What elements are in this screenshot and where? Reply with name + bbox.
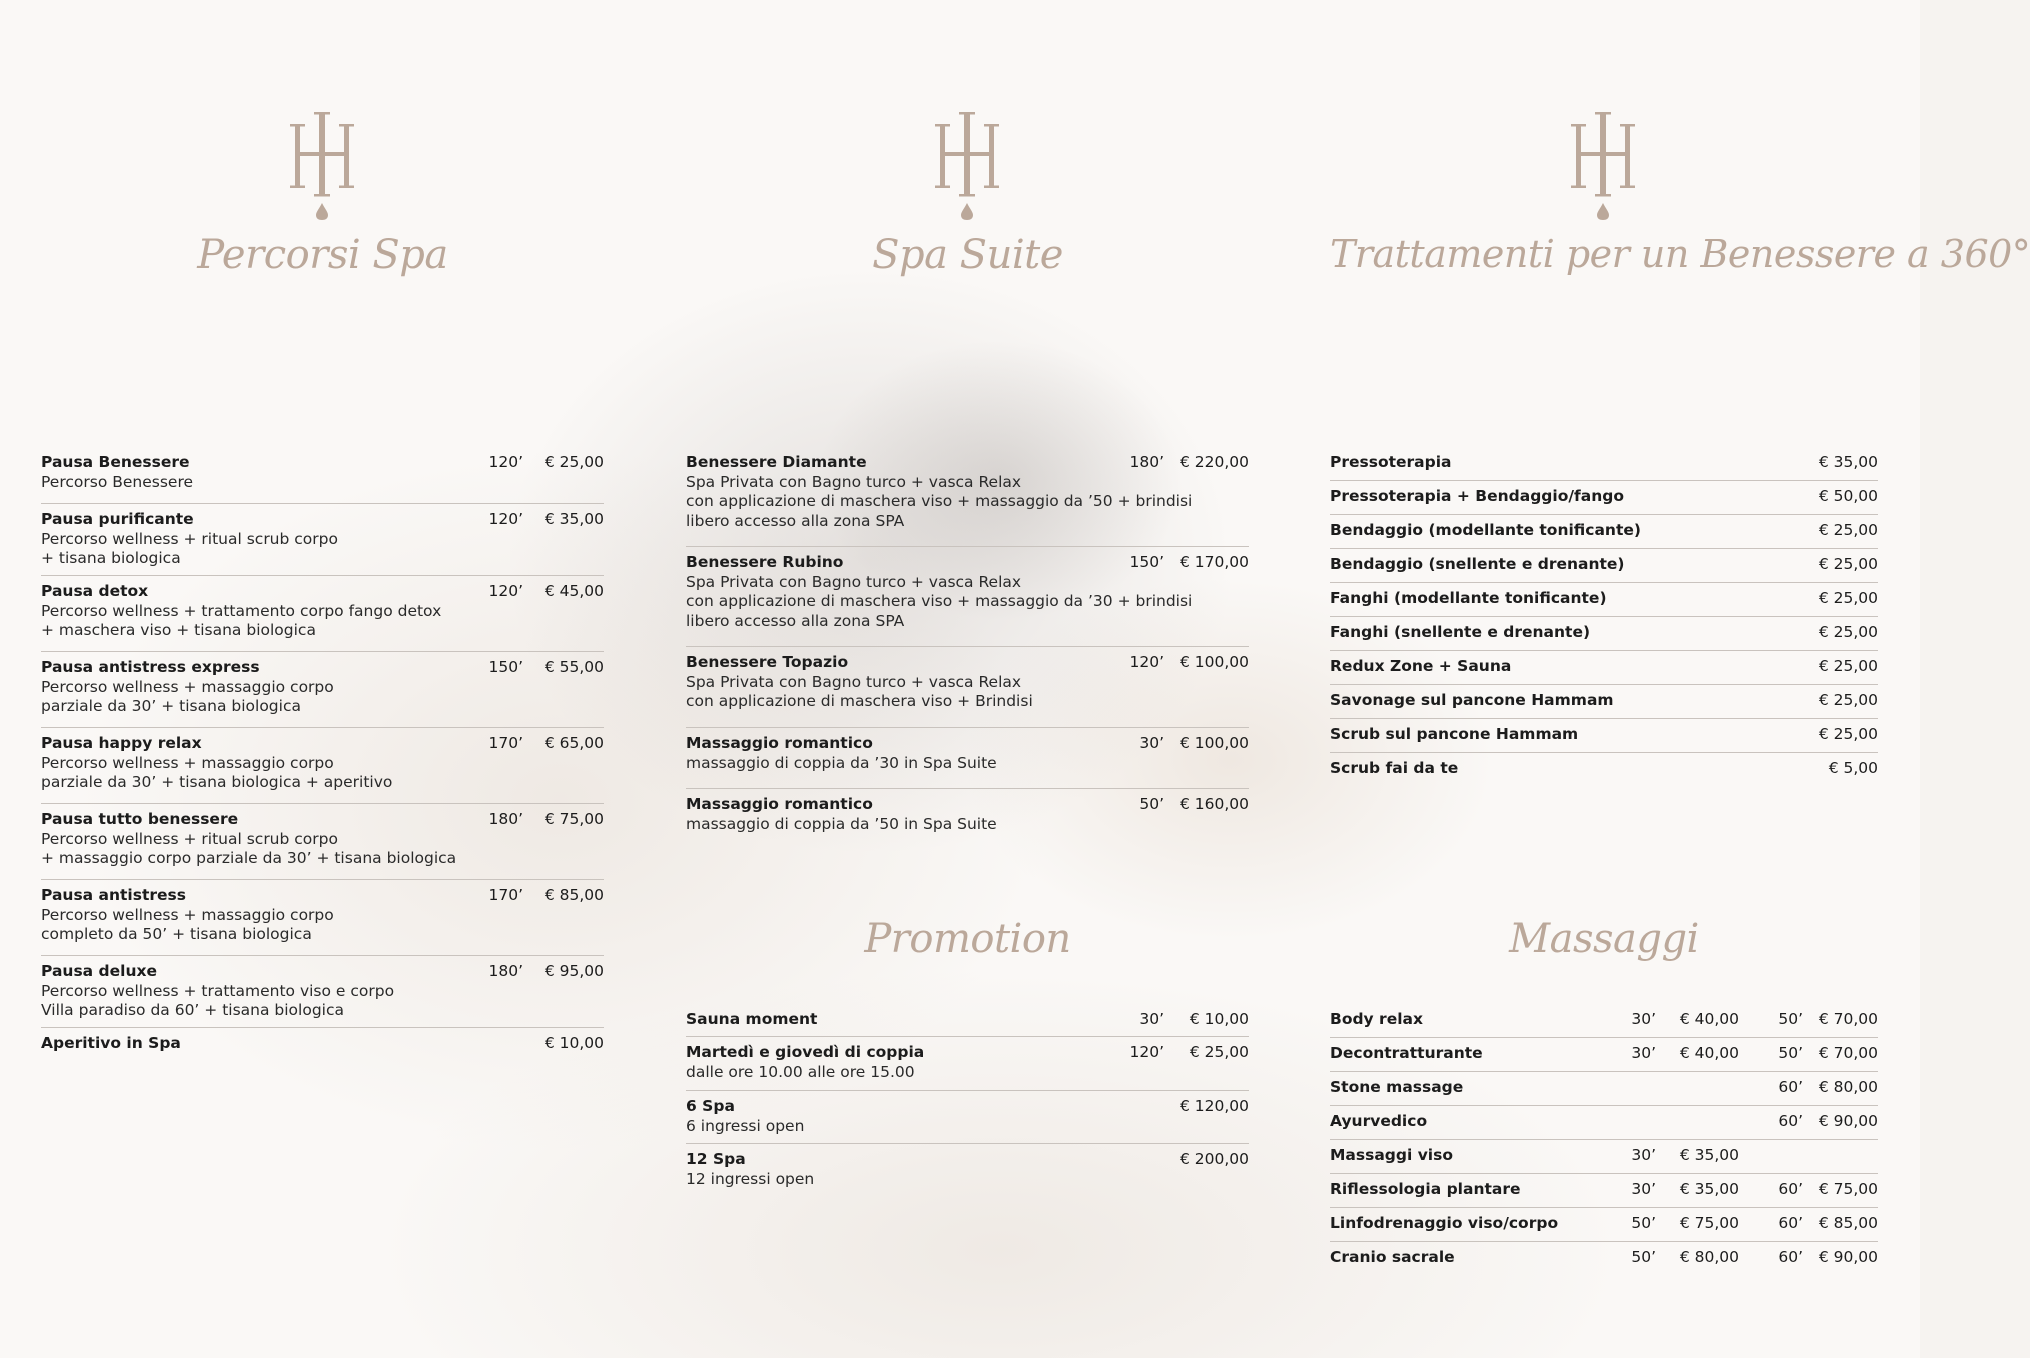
hh-monogram-drop-logo — [287, 112, 357, 222]
massage-item — [1330, 1180, 1878, 1208]
item-name: Massaggi viso — [1330, 1146, 1453, 1164]
item-duration-long: 60’ — [1778, 1112, 1803, 1130]
item-price: € 35,00 — [1818, 453, 1878, 471]
item-price-long: € 80,00 — [1818, 1078, 1878, 1096]
item-description: con applicazione di maschera viso + massaggio da ’30 + brindisi — [686, 592, 1193, 610]
item-name: Pausa antistress — [41, 886, 186, 904]
item-duration: 30’ — [1139, 734, 1164, 752]
item-price: € 75,00 — [544, 810, 604, 828]
item-duration: 120’ — [488, 453, 523, 471]
item-price: € 95,00 — [544, 962, 604, 980]
item-name: Massaggio romantico — [686, 795, 873, 813]
item-price: € 85,00 — [544, 886, 604, 904]
menu-item — [41, 510, 604, 576]
section-title-suite: Spa Suite — [872, 232, 1063, 278]
item-description: + massaggio corpo parziale da 30’ + tisana biologica — [41, 849, 457, 867]
item-name: Pausa Benessere — [41, 453, 190, 471]
item-name: Benessere Rubino — [686, 553, 844, 571]
menu-item — [686, 653, 1249, 728]
item-name: Redux Zone + Sauna — [1330, 657, 1512, 675]
item-description: Villa paradiso da 60’ + tisana biologica — [41, 1001, 344, 1019]
item-description: libero accesso alla zona SPA — [686, 611, 905, 630]
percorsi-spa-column — [41, 0, 604, 1358]
item-price: € 25,00 — [1818, 521, 1878, 539]
item-description: parziale da 30’ + tisana biologica + aperitivo — [41, 773, 393, 791]
item-name: Benessere Topazio — [686, 653, 849, 671]
logo — [1568, 112, 1638, 222]
item-price: € 100,00 — [1179, 653, 1249, 671]
item-description: libero accesso alla zona SPA — [686, 511, 905, 530]
menu-item — [1330, 725, 1878, 753]
menu-item — [41, 734, 604, 804]
item-duration: 180’ — [1129, 453, 1164, 471]
item-name: Pausa antistress express — [41, 658, 260, 676]
item-name: Ayurvedico — [1330, 1112, 1428, 1130]
item-duration: 180’ — [488, 962, 523, 980]
item-duration-short: 50’ — [1631, 1248, 1656, 1266]
item-name: Body relax — [1330, 1010, 1423, 1028]
logo — [932, 112, 1002, 222]
item-duration-short: 30’ — [1631, 1044, 1656, 1062]
item-price: € 220,00 — [1179, 453, 1249, 471]
item-name: 12 Spa — [686, 1150, 746, 1168]
item-price: € 120,00 — [1179, 1097, 1249, 1115]
item-description: Percorso wellness + massaggio corpo — [41, 677, 334, 696]
menu-item — [1330, 623, 1878, 651]
item-description: Percorso wellness + massaggio corpo — [41, 905, 334, 924]
item-price: € 25,00 — [1818, 555, 1878, 573]
item-description: Spa Privata con Bagno turco + vasca Relax — [686, 672, 1022, 691]
item-name: Sauna moment — [686, 1010, 818, 1028]
spa-suite-column — [686, 0, 1249, 1358]
item-description: Percorso wellness + ritual scrub corpo — [41, 529, 338, 548]
item-name: Bendaggio (modellante tonificante) — [1330, 521, 1641, 539]
menu-item — [686, 734, 1249, 789]
massage-item — [1330, 1214, 1878, 1242]
item-name: Pressoterapia — [1330, 453, 1452, 471]
item-price-short: € 40,00 — [1679, 1044, 1739, 1062]
menu-item — [41, 453, 604, 504]
item-duration: 120’ — [488, 510, 523, 528]
item-price: € 35,00 — [544, 510, 604, 528]
item-name: Linfodrenaggio viso/corpo — [1330, 1214, 1559, 1232]
massage-item — [1330, 1078, 1878, 1106]
item-name: Scrub fai da te — [1330, 759, 1459, 777]
item-price: € 25,00 — [1818, 691, 1878, 709]
item-duration-short: 50’ — [1631, 1214, 1656, 1232]
massage-item — [1330, 1010, 1878, 1038]
menu-item — [686, 1010, 1249, 1037]
item-price: € 25,00 — [1818, 589, 1878, 607]
menu-item — [1330, 521, 1878, 549]
trattamenti-column — [1330, 0, 2030, 1358]
item-price-long: € 85,00 — [1818, 1214, 1878, 1232]
item-name: Cranio sacrale — [1330, 1248, 1455, 1266]
item-description: Percorso wellness + trattamento corpo fango detox — [41, 601, 442, 620]
item-duration-long: 50’ — [1778, 1010, 1803, 1028]
item-price: € 25,00 — [1818, 657, 1878, 675]
item-description: Percorso Benessere — [41, 472, 194, 491]
item-price-short: € 35,00 — [1679, 1180, 1739, 1198]
item-price: € 170,00 — [1179, 553, 1249, 571]
item-description: con applicazione di maschera viso + massaggio da ’50 + brindisi — [686, 492, 1193, 510]
menu-item — [41, 582, 604, 652]
item-description: massaggio di coppia da ’50 in Spa Suite — [686, 814, 997, 833]
menu-item — [686, 1150, 1249, 1188]
menu-item — [1330, 759, 1878, 783]
item-name: Pausa purificante — [41, 510, 194, 528]
item-name: Benessere Diamante — [686, 453, 867, 471]
item-price: € 25,00 — [544, 453, 604, 471]
item-name: Martedì e giovedì di coppia — [686, 1043, 925, 1061]
item-description: massaggio di coppia da ’30 in Spa Suite — [686, 753, 997, 772]
item-description: + tisana biologica — [41, 549, 181, 567]
massage-item — [1330, 1044, 1878, 1072]
item-duration-long: 60’ — [1778, 1180, 1803, 1198]
item-duration: 150’ — [488, 658, 523, 676]
item-description: dalle ore 10.00 alle ore 15.00 — [686, 1062, 915, 1081]
item-description: 6 ingressi open — [686, 1116, 805, 1135]
item-description: Spa Privata con Bagno turco + vasca Relax — [686, 572, 1022, 591]
section-title-promotion: Promotion — [864, 916, 1071, 962]
item-price: € 5,00 — [1828, 759, 1878, 777]
menu-item — [686, 1043, 1249, 1091]
item-price: € 200,00 — [1179, 1150, 1249, 1168]
massage-item — [1330, 1146, 1878, 1174]
item-description: Spa Privata con Bagno turco + vasca Relax — [686, 472, 1022, 491]
item-duration-long: 50’ — [1778, 1044, 1803, 1062]
item-name: Bendaggio (snellente e drenante) — [1330, 555, 1625, 573]
item-duration: 50’ — [1139, 795, 1164, 813]
item-duration: 120’ — [488, 582, 523, 600]
menu-item — [1330, 691, 1878, 719]
menu-item — [41, 1034, 604, 1058]
item-duration-long: 60’ — [1778, 1248, 1803, 1266]
item-duration: 170’ — [488, 886, 523, 904]
item-name: Massaggio romantico — [686, 734, 873, 752]
menu-item — [1330, 453, 1878, 481]
item-duration: 120’ — [1129, 653, 1164, 671]
menu-item — [41, 810, 604, 880]
item-description: Percorso wellness + massaggio corpo — [41, 753, 334, 772]
item-price: € 45,00 — [544, 582, 604, 600]
menu-item — [686, 1097, 1249, 1144]
item-duration: 30’ — [1139, 1010, 1164, 1028]
item-duration-short: 30’ — [1631, 1010, 1656, 1028]
massage-item — [1330, 1248, 1878, 1276]
item-price: € 25,00 — [1818, 623, 1878, 641]
menu-item — [686, 553, 1249, 647]
item-duration: 180’ — [488, 810, 523, 828]
item-name: Scrub sul pancone Hammam — [1330, 725, 1579, 743]
hh-monogram-drop-logo — [932, 112, 1002, 222]
section-title-trattamenti: Trattamenti per un Benessere a 360° — [1330, 232, 2030, 276]
item-price: € 10,00 — [1189, 1010, 1249, 1028]
menu-item — [686, 795, 1249, 833]
item-description: Percorso wellness + trattamento viso e corpo — [41, 981, 395, 1000]
item-description: con applicazione di maschera viso + Brindisi — [686, 692, 1033, 710]
item-name: Aperitivo in Spa — [41, 1034, 181, 1052]
item-name: Decontratturante — [1330, 1044, 1483, 1062]
item-name: Pausa tutto benessere — [41, 810, 239, 828]
item-price: € 160,00 — [1179, 795, 1249, 813]
menu-item — [41, 886, 604, 956]
item-price: € 10,00 — [544, 1034, 604, 1052]
item-price: € 100,00 — [1179, 734, 1249, 752]
item-name: Stone massage — [1330, 1078, 1464, 1096]
item-name: Fanghi (modellante tonificante) — [1330, 589, 1607, 607]
item-price-short: € 75,00 — [1679, 1214, 1739, 1232]
item-duration: 120’ — [1129, 1043, 1164, 1061]
item-price-long: € 90,00 — [1818, 1112, 1878, 1130]
item-name: 6 Spa — [686, 1097, 735, 1115]
item-description: parziale da 30’ + tisana biologica — [41, 697, 301, 715]
item-name: Pressoterapia + Bendaggio/fango — [1330, 487, 1625, 505]
menu-item — [1330, 657, 1878, 685]
item-duration-short: 30’ — [1631, 1180, 1656, 1198]
menu-item — [686, 453, 1249, 547]
section-title-percorsi: Percorsi Spa — [197, 232, 448, 278]
hh-monogram-drop-logo — [1568, 112, 1638, 222]
menu-item — [1330, 589, 1878, 617]
item-description: + maschera viso + tisana biologica — [41, 621, 316, 639]
menu-item — [1330, 555, 1878, 583]
item-name: Riflessologia plantare — [1330, 1180, 1521, 1198]
massage-item — [1330, 1112, 1878, 1140]
section-title-massaggi: Massaggi — [1509, 916, 1699, 962]
item-description: completo da 50’ + tisana biologica — [41, 925, 312, 943]
item-price-long: € 75,00 — [1818, 1180, 1878, 1198]
item-price: € 55,00 — [544, 658, 604, 676]
item-duration: 150’ — [1129, 553, 1164, 571]
item-name: Savonage sul pancone Hammam — [1330, 691, 1614, 709]
item-price: € 50,00 — [1818, 487, 1878, 505]
item-price-long: € 70,00 — [1818, 1010, 1878, 1028]
item-description: Percorso wellness + ritual scrub corpo — [41, 829, 338, 848]
item-name: Pausa happy relax — [41, 734, 202, 752]
item-price: € 25,00 — [1189, 1043, 1249, 1061]
item-duration: 170’ — [488, 734, 523, 752]
menu-item — [41, 658, 604, 728]
menu-item — [41, 962, 604, 1028]
item-name: Pausa deluxe — [41, 962, 157, 980]
item-duration-short: 30’ — [1631, 1146, 1656, 1164]
menu-item — [1330, 487, 1878, 515]
item-price: € 65,00 — [544, 734, 604, 752]
item-name: Pausa detox — [41, 582, 149, 600]
item-price-long: € 70,00 — [1818, 1044, 1878, 1062]
item-price-short: € 40,00 — [1679, 1010, 1739, 1028]
item-name: Fanghi (snellente e drenante) — [1330, 623, 1591, 641]
item-price: € 25,00 — [1818, 725, 1878, 743]
item-description: 12 ingressi open — [686, 1169, 815, 1188]
item-price-long: € 90,00 — [1818, 1248, 1878, 1266]
logo — [287, 112, 357, 222]
item-duration-long: 60’ — [1778, 1214, 1803, 1232]
item-duration-long: 60’ — [1778, 1078, 1803, 1096]
item-price-short: € 35,00 — [1679, 1146, 1739, 1164]
item-price-short: € 80,00 — [1679, 1248, 1739, 1266]
